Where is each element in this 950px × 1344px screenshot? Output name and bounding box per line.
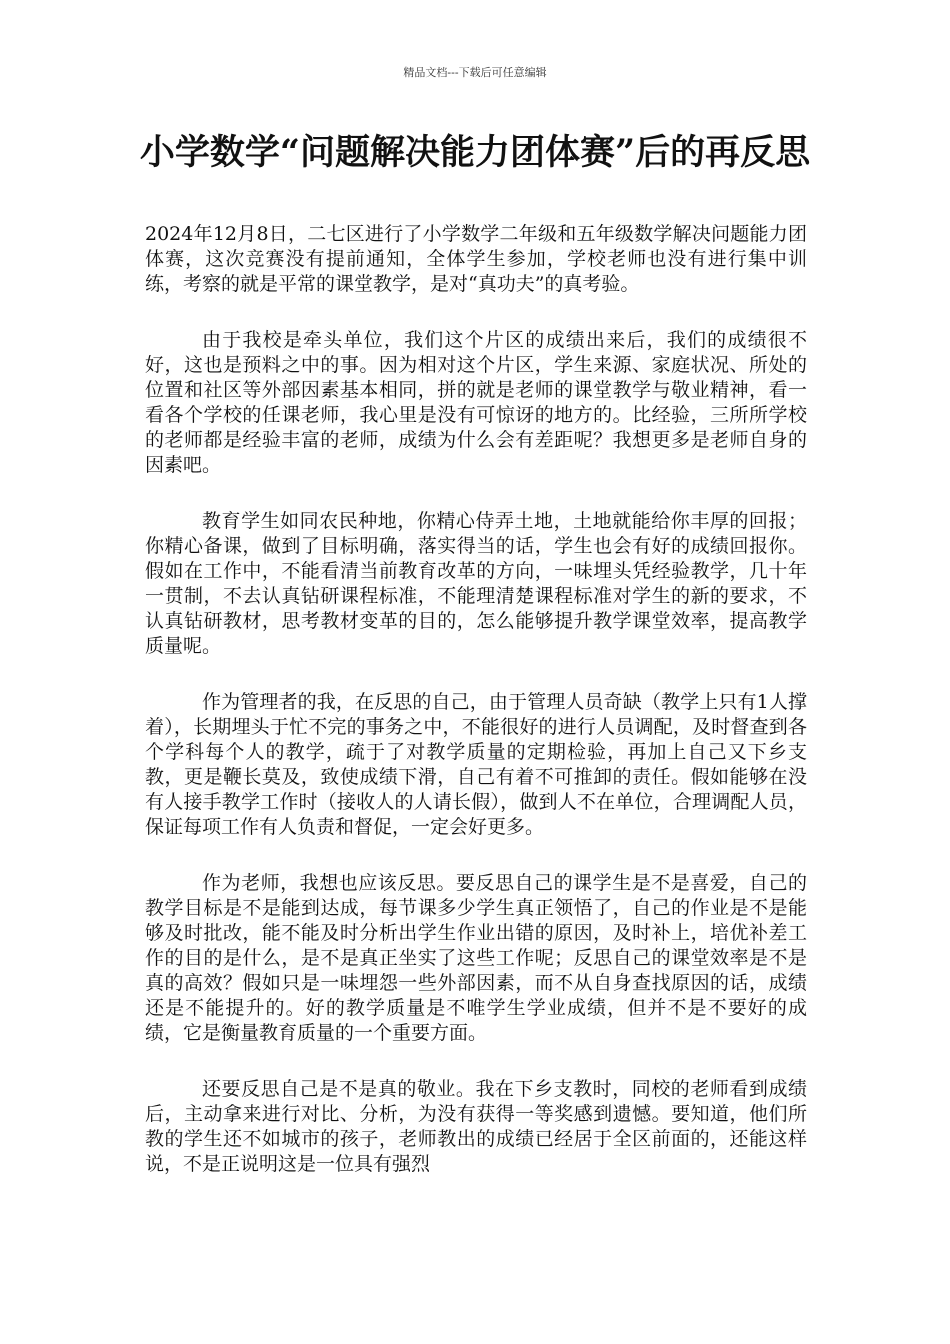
document-body [145,222,807,1208]
paragraph-teacher-reflection: 作为老师，我想也应该反思。要反思自己的课学生是不是喜爱，自己的教学目标是不是能到达成，每节课多少学生真正领悟了，自己的作业是不是能够及时批改，能不能及时分析出学生作业出错的原因，及时补上，培优补差工作的目的是什么，是不是真正坐实了这些工作呢；反思自己的课堂效率是不是真的高效？假如只是一味埋怨一些外部因素，而不从自身查找原因的话，成绩还是不能提升的。好的教学质量是不唯学生学业成绩，但并不是不要好的成绩，它是衡量教育质量的一个重要方面。 [145,872,807,1044]
document-title: 小学数学“问题解决能力团体赛”后的再反思 [139,132,811,173]
paragraph-school-results: 由于我校是牵头单位，我们这个片区的成绩出来后，我们的成绩很不好，这也是预料之中的事。因为相对这个片区，学生来源、家庭状况、所处的位置和社区等外部因素基本相同，拼的就是老师的课堂教学与敬业精神，看一看各个学校的任课老师，我心里是没有可惊讶的地方的。比经验，三所所学校的老师都是经验丰富的老师，成绩为什么会有差距呢？我想更多是老师自身的因素吧。 [145,329,807,476]
page-header: 精品文档---下载后可任意编辑 [403,66,547,79]
paragraph-teaching-analogy: 教育学生如同农民种地，你精心侍弄土地，土地就能给你丰厚的回报；你精心备课，做到了目标明确，落实得当的话，学生也会有好的成绩回报你。假如在工作中，不能看清当前教育改革的方向，一味埋头凭经验教学，几十年一贯制，不去认真钻研课程标准，不能理清楚课程标准对学生的新的要求，不认真钻研教材，思考教材变革的目的，怎么能够提升教学课堂效率，提高教学质量呢。 [145,510,807,657]
paragraph-manager-reflection: 作为管理者的我，在反思的自己，由于管理人员奇缺（教学上只有1人撑着），长期埋头于忙不完的事务之中，不能很好的进行人员调配，及时督查到各个学科每个人的教学，疏于了对教学质量的定期检验，再加上自己又下乡支教，更是鞭长莫及，致使成绩下滑，自己有着不可推卸的责任。假如能够在没有人接手教学工作时（接收人的人请长假），做到人不在单位，合理调配人员，保证每项工作有人负责和督促，一定会好更多。 [145,691,807,838]
paragraph-intro: 2024年12月8日，二七区进行了小学数学二年级和五年级数学解决问题能力团体赛，这次竞赛没有提前通知，全体学生参加，学校老师也没有进行集中训练，考察的就是平常的课堂教学，是对“真功夫”的真考验。 [145,223,807,295]
paragraph-dedication-reflection: 还要反思自己是不是真的敬业。我在下乡支教时，同校的老师看到成绩后，主动拿来进行对比、分析，为没有获得一等奖感到遗憾。要知道，他们所教的学生还不如城市的孩子，老师教出的成绩已经居于全区前面的，还能这样说，不是正说明这是一位具有强烈 [145,1078,807,1175]
